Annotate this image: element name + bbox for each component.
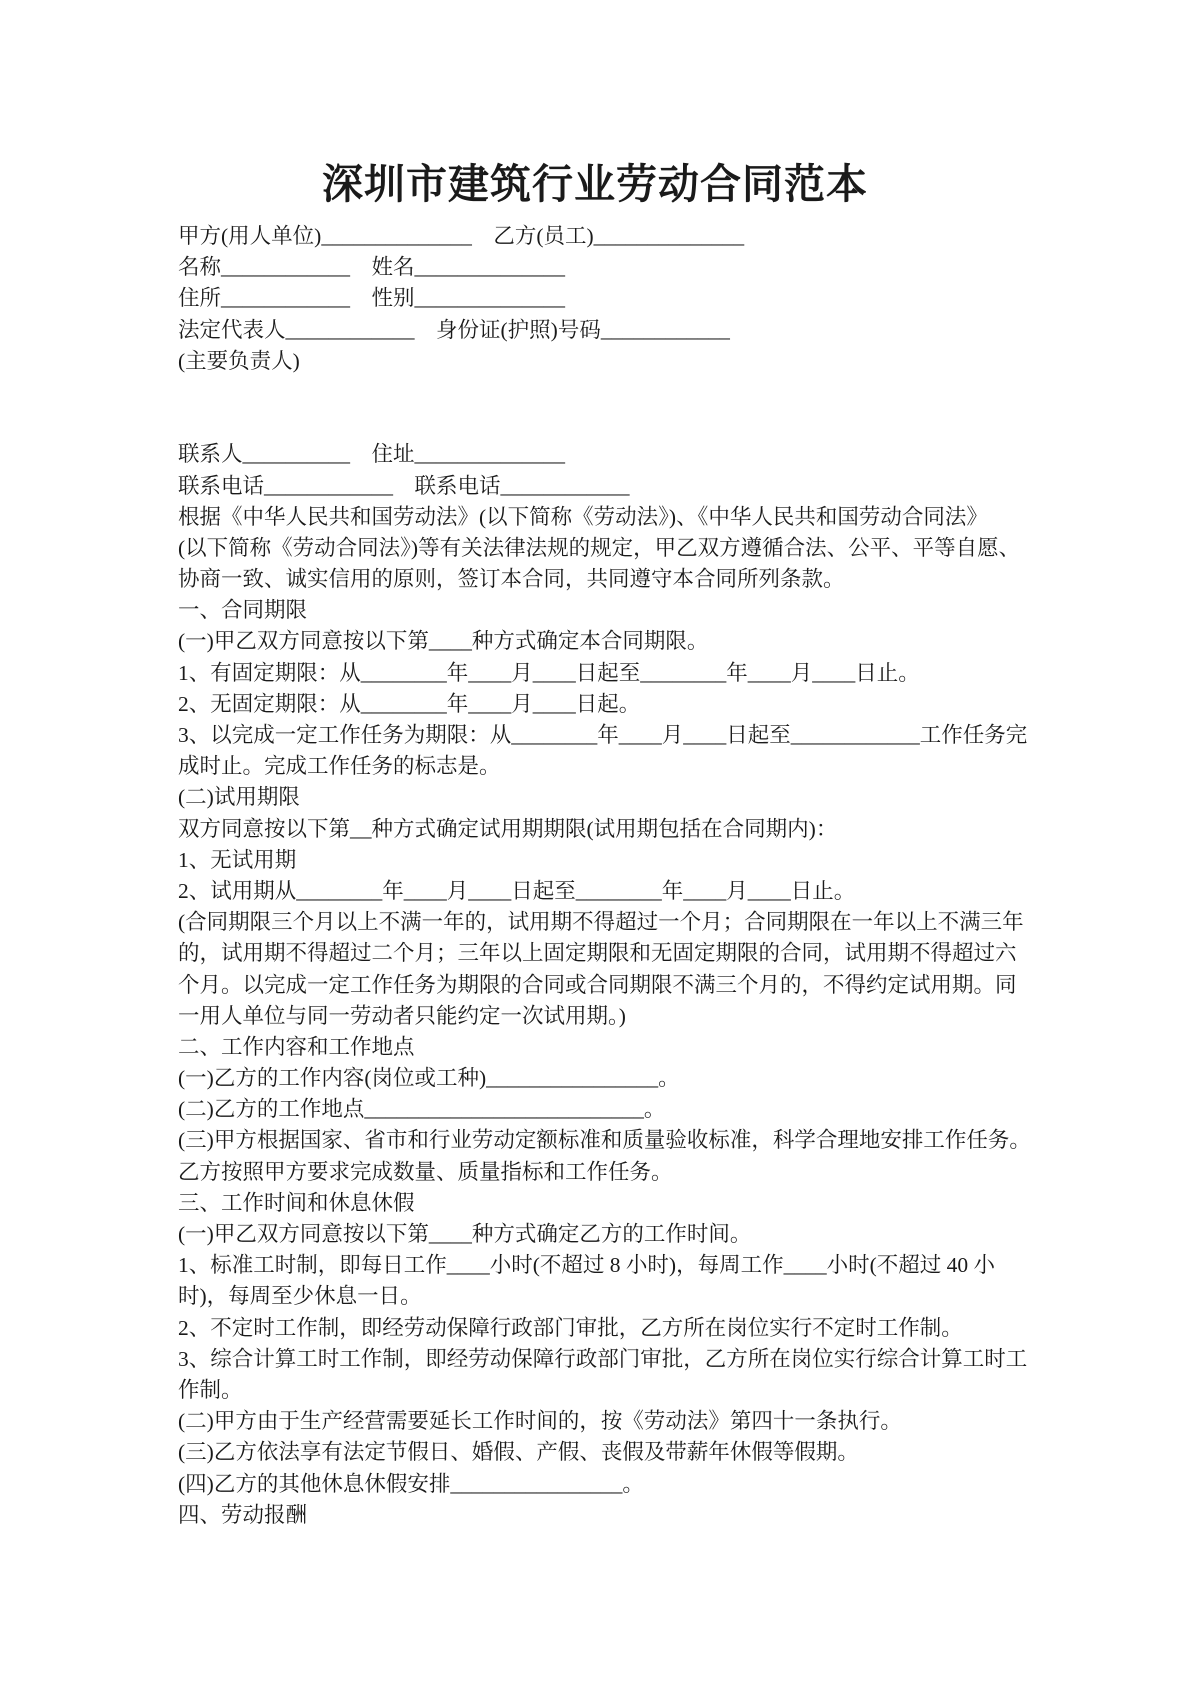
document-line: 联系人__________ 住址______________: [178, 442, 566, 467]
document-line: (二)乙方的工作地点__________________________。: [178, 1097, 666, 1122]
document-line: 时)，每周至少休息一日。: [178, 1284, 422, 1309]
document-line: (合同期限三个月以上不满一年的，试用期不得超过一个月；合同期限在一年以上不满三年: [178, 910, 1024, 935]
document-line: 一用人单位与同一劳动者只能约定一次试用期。): [178, 1003, 626, 1028]
document-line: 根据《中华人民共和国劳动法》(以下简称《劳动法》)、《中华人民共和国劳动合同法》: [178, 504, 988, 529]
document-line: 法定代表人____________ 身份证(护照)号码____________: [178, 317, 730, 342]
document-line: 联系电话____________ 联系电话____________: [178, 473, 630, 498]
document-line: 的，试用期不得超过二个月；三年以上固定期限和无固定期限的合同，试用期不得超过六: [178, 941, 1017, 966]
document-line: 2、不定时工作制，即经劳动保障行政部门审批，乙方所在岗位实行不定时工作制。: [178, 1315, 963, 1340]
document-line: 名称____________ 姓名______________: [178, 255, 566, 280]
document-line: [178, 408, 1033, 439]
document-line: 2、无固定期限：从________年____月____日起。: [178, 691, 641, 716]
document-line: (三)乙方依法享有法定节假日、婚假、产假、丧假及带薪年休假等假期。: [178, 1440, 859, 1465]
document-line: (以下简称《劳动合同法》)等有关法律法规的规定，甲乙双方遵循合法、公平、平等自愿、: [178, 535, 1021, 560]
document-line: 2、试用期从________年____月____日起至________年____月____日止。: [178, 878, 856, 903]
document-line: (二)试用期限: [178, 785, 300, 810]
document-line: 3、以完成一定工作任务为期限：从________年____月____日起至____________工作任务完: [178, 723, 1028, 747]
document-body: [178, 221, 1033, 1531]
document-line: (四)乙方的其他休息休假安排________________。: [178, 1471, 644, 1496]
document-line: (一)乙方的工作内容(岗位或工种)________________。: [178, 1066, 680, 1091]
document-line: 个月。以完成一定工作任务为期限的合同或合同期限不满三个月的，不得约定试用期。同: [178, 972, 1017, 997]
document-line: 1、无试用期: [178, 847, 297, 872]
document-line: 成时止。完成工作任务的标志是。: [178, 754, 501, 779]
document-line: 1、有固定期限：从________年____月____日起至________年____月____日止。: [178, 660, 920, 685]
document-line: (一)甲乙双方同意按以下第____种方式确定本合同期限。: [178, 629, 709, 654]
document-line: (二)甲方由于生产经营需要延长工作时间的，按《劳动法》第四十一条执行。: [178, 1409, 902, 1434]
document-line: 乙方按照甲方要求完成数量、质量指标和工作任务。: [178, 1159, 673, 1184]
document-line: 二、工作内容和工作地点: [178, 1034, 415, 1059]
document-line: 甲方(用人单位)______________ 乙方(员工)______________: [178, 224, 745, 248]
document-line: 协商一致、诚实信用的原则，签订本合同，共同遵守本合同所列条款。: [178, 567, 845, 592]
document-line: (主要负责人): [178, 348, 300, 373]
document-line: (一)甲乙双方同意按以下第____种方式确定乙方的工作时间。: [178, 1222, 752, 1246]
document-line: 作制。: [178, 1377, 243, 1402]
document-line: 双方同意按以下第__种方式确定试用期期限(试用期包括在合同期内)：: [178, 816, 838, 841]
document-line: 3、综合计算工时工作制，即经劳动保障行政部门审批，乙方所在岗位实行综合计算工时工: [178, 1346, 1028, 1371]
document-line: 四、劳动报酬: [178, 1502, 308, 1527]
document-line: 1、标准工时制，即每日工作____小时(不超过 8 小时)，每周工作____小时(不超过 40 小: [178, 1253, 995, 1278]
document-line: (三)甲方根据国家、省市和行业劳动定额标准和质量验收标准，科学合理地安排工作任务。: [178, 1128, 1031, 1153]
document-line: 三、工作时间和休息休假: [178, 1190, 415, 1215]
document-line: 一、合同期限: [178, 598, 308, 623]
document-title: 深圳市建筑行业劳动合同范本: [322, 161, 868, 207]
document-line: [178, 377, 1033, 408]
document-line: 住所____________ 性别______________: [178, 286, 566, 311]
